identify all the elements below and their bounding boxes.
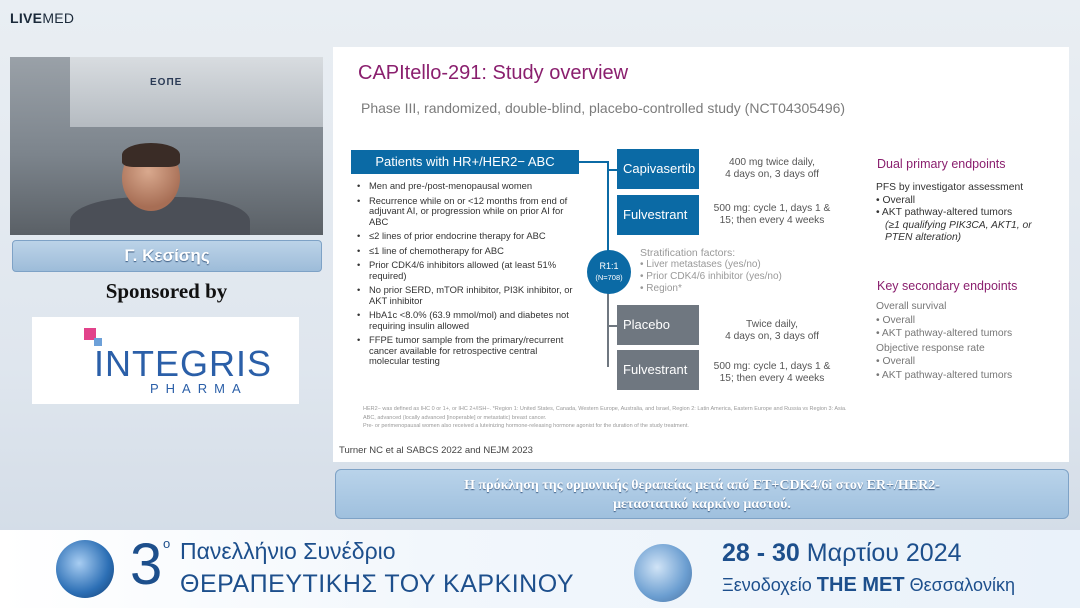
criteria-item: • FFPE tumor sample from the primary/recurrent cancer available for retrospective central molecular testing [357,335,577,367]
connector-line [609,325,617,327]
caption-line-1: Η πρόκληση της ορμονικής θεραπείας μετά από ET+CDK4/6i στον ER+/HER2- [464,478,940,493]
connector-line [609,169,617,171]
slide-footnote: HER2− was defined as IHC 0 or 1+, or IHC 2+/ISH−. *Region 1: United States, Canada, Western Europe, Australia, and Israel, Region 2: Latin America, Eastern Europe and Russia vs Region 3: Asia. ABC, advanced (locally advanced [inoperable] or metastatic) breast cancer. Pre- or perimenopausal women also received a luteinizing hormone-releasing hormone agonist for the duration of the study treatment. [363,406,847,429]
video-backdrop-text: ΕΟΠΕ [150,77,183,88]
video-backdrop [70,57,323,127]
sponsor-logo-main: INTEGRIS [94,343,273,384]
brand-live: LIVE [10,10,43,26]
congress-title-line-1: Πανελλήνιο Συνέδριο [180,538,396,564]
slide-citation: Turner NC et al SABCS 2022 and NEJM 2023 [339,445,533,456]
congress-venue: Ξενοδοχείο THE MET Θεσσαλονίκη [722,574,1015,596]
speaker-hair [122,143,180,167]
talk-caption [335,469,1069,519]
criteria-item: • Prior CDK4/6 inhibitors allowed (at least 51% required) [357,260,577,281]
criteria-item: • No prior SERD, mTOR inhibitor, PI3K inhibitor, or AKT inhibitor [357,285,577,306]
primary-endpoints-list: PFS by investigator assessment • Overall • AKT pathway-altered tumors (≥1 qualifying PIK3CA, AKT1, or PTEN alteration) [876,182,1032,243]
dose-placebo: Twice daily, 4 days on, 3 days off [725,319,819,342]
arm-capivasertib: Capivasertib [617,149,699,189]
caption-line-2: μεταστατικό καρκίνο μαστού. [613,497,791,512]
connector-line [607,161,609,251]
connector-line [579,161,607,163]
randomization-ratio: R1:1 [599,261,619,271]
dose-fulvestrant-placebo: 500 mg: cycle 1, days 1 & 15; then every 4 weeks [713,361,831,384]
primary-endpoints-header: Dual primary endpoints [877,157,1006,171]
arm-fulvestrant-active: Fulvestrant [617,195,699,235]
secondary-endpoints-header: Key secondary endpoints [877,279,1018,293]
patients-header: Patients with HR+/HER2− ABC [351,150,579,174]
congress-ordinal: ο [163,536,171,551]
arm-placebo: Placebo [617,305,699,345]
congress-dates: 28 - 30 Μαρτίου 2024 [722,539,962,567]
congress-banner [0,530,1080,608]
brand-med: MED [42,10,75,26]
criteria-item: • ≤2 lines of prior endocrine therapy for ABC [357,231,577,242]
criteria-item: • Men and pre-/post-menopausal women [357,181,577,192]
secondary-endpoints-list: Overall survival • Overall • AKT pathway-altered tumors Objective response rate • Overall • AKT pathway-altered tumors [876,301,1013,381]
randomization-circle [587,250,631,294]
congress-number: 3 [130,532,163,597]
globe-icon [56,540,114,598]
globe-icon [634,544,692,602]
livemed-logo [10,10,74,26]
connector-line [607,293,609,367]
slide-subtitle: Phase III, randomized, double-blind, placebo-controlled study (NCT04305496) [361,100,846,116]
dose-capivasertib: 400 mg twice daily, 4 days on, 3 days off [725,157,819,180]
criteria-item: • Recurrence while on or <12 months from end of adjuvant AI, or progression while on prior AI for ABC [357,196,577,228]
sponsor-logo [32,317,299,404]
presentation-slide [333,47,1069,462]
sponsored-by-heading: Sponsored by [105,279,228,303]
arm-fulvestrant-placebo: Fulvestrant [617,350,699,390]
criteria-item: • ≤1 line of chemotherapy for ABC [357,246,577,257]
speaker-video [10,57,323,235]
sponsor-logo-sub: PHARMA [150,381,248,396]
congress-title-line-2: ΘΕΡΑΠΕΥΤΙΚΗΣ ΤΟΥ ΚΑΡΚΙΝΟΥ [180,570,575,598]
speaker-name-bar: Γ. Κεσίσης [12,240,322,272]
criteria-item: • HbA1c <8.0% (63.9 mmol/mol) and diabetes not requiring insulin allowed [357,310,577,331]
stratification-factors: Stratification factors: • Liver metastases (yes/no) • Prior CDK4/6 inhibitor (yes/no) • Region* [640,247,782,294]
inclusion-criteria-list [357,181,577,371]
slide-title: CAPItello-291: Study overview [358,62,629,84]
randomization-n: (N=708) [595,273,623,282]
dose-fulvestrant-active: 500 mg: cycle 1, days 1 & 15; then every 4 weeks [713,203,831,226]
